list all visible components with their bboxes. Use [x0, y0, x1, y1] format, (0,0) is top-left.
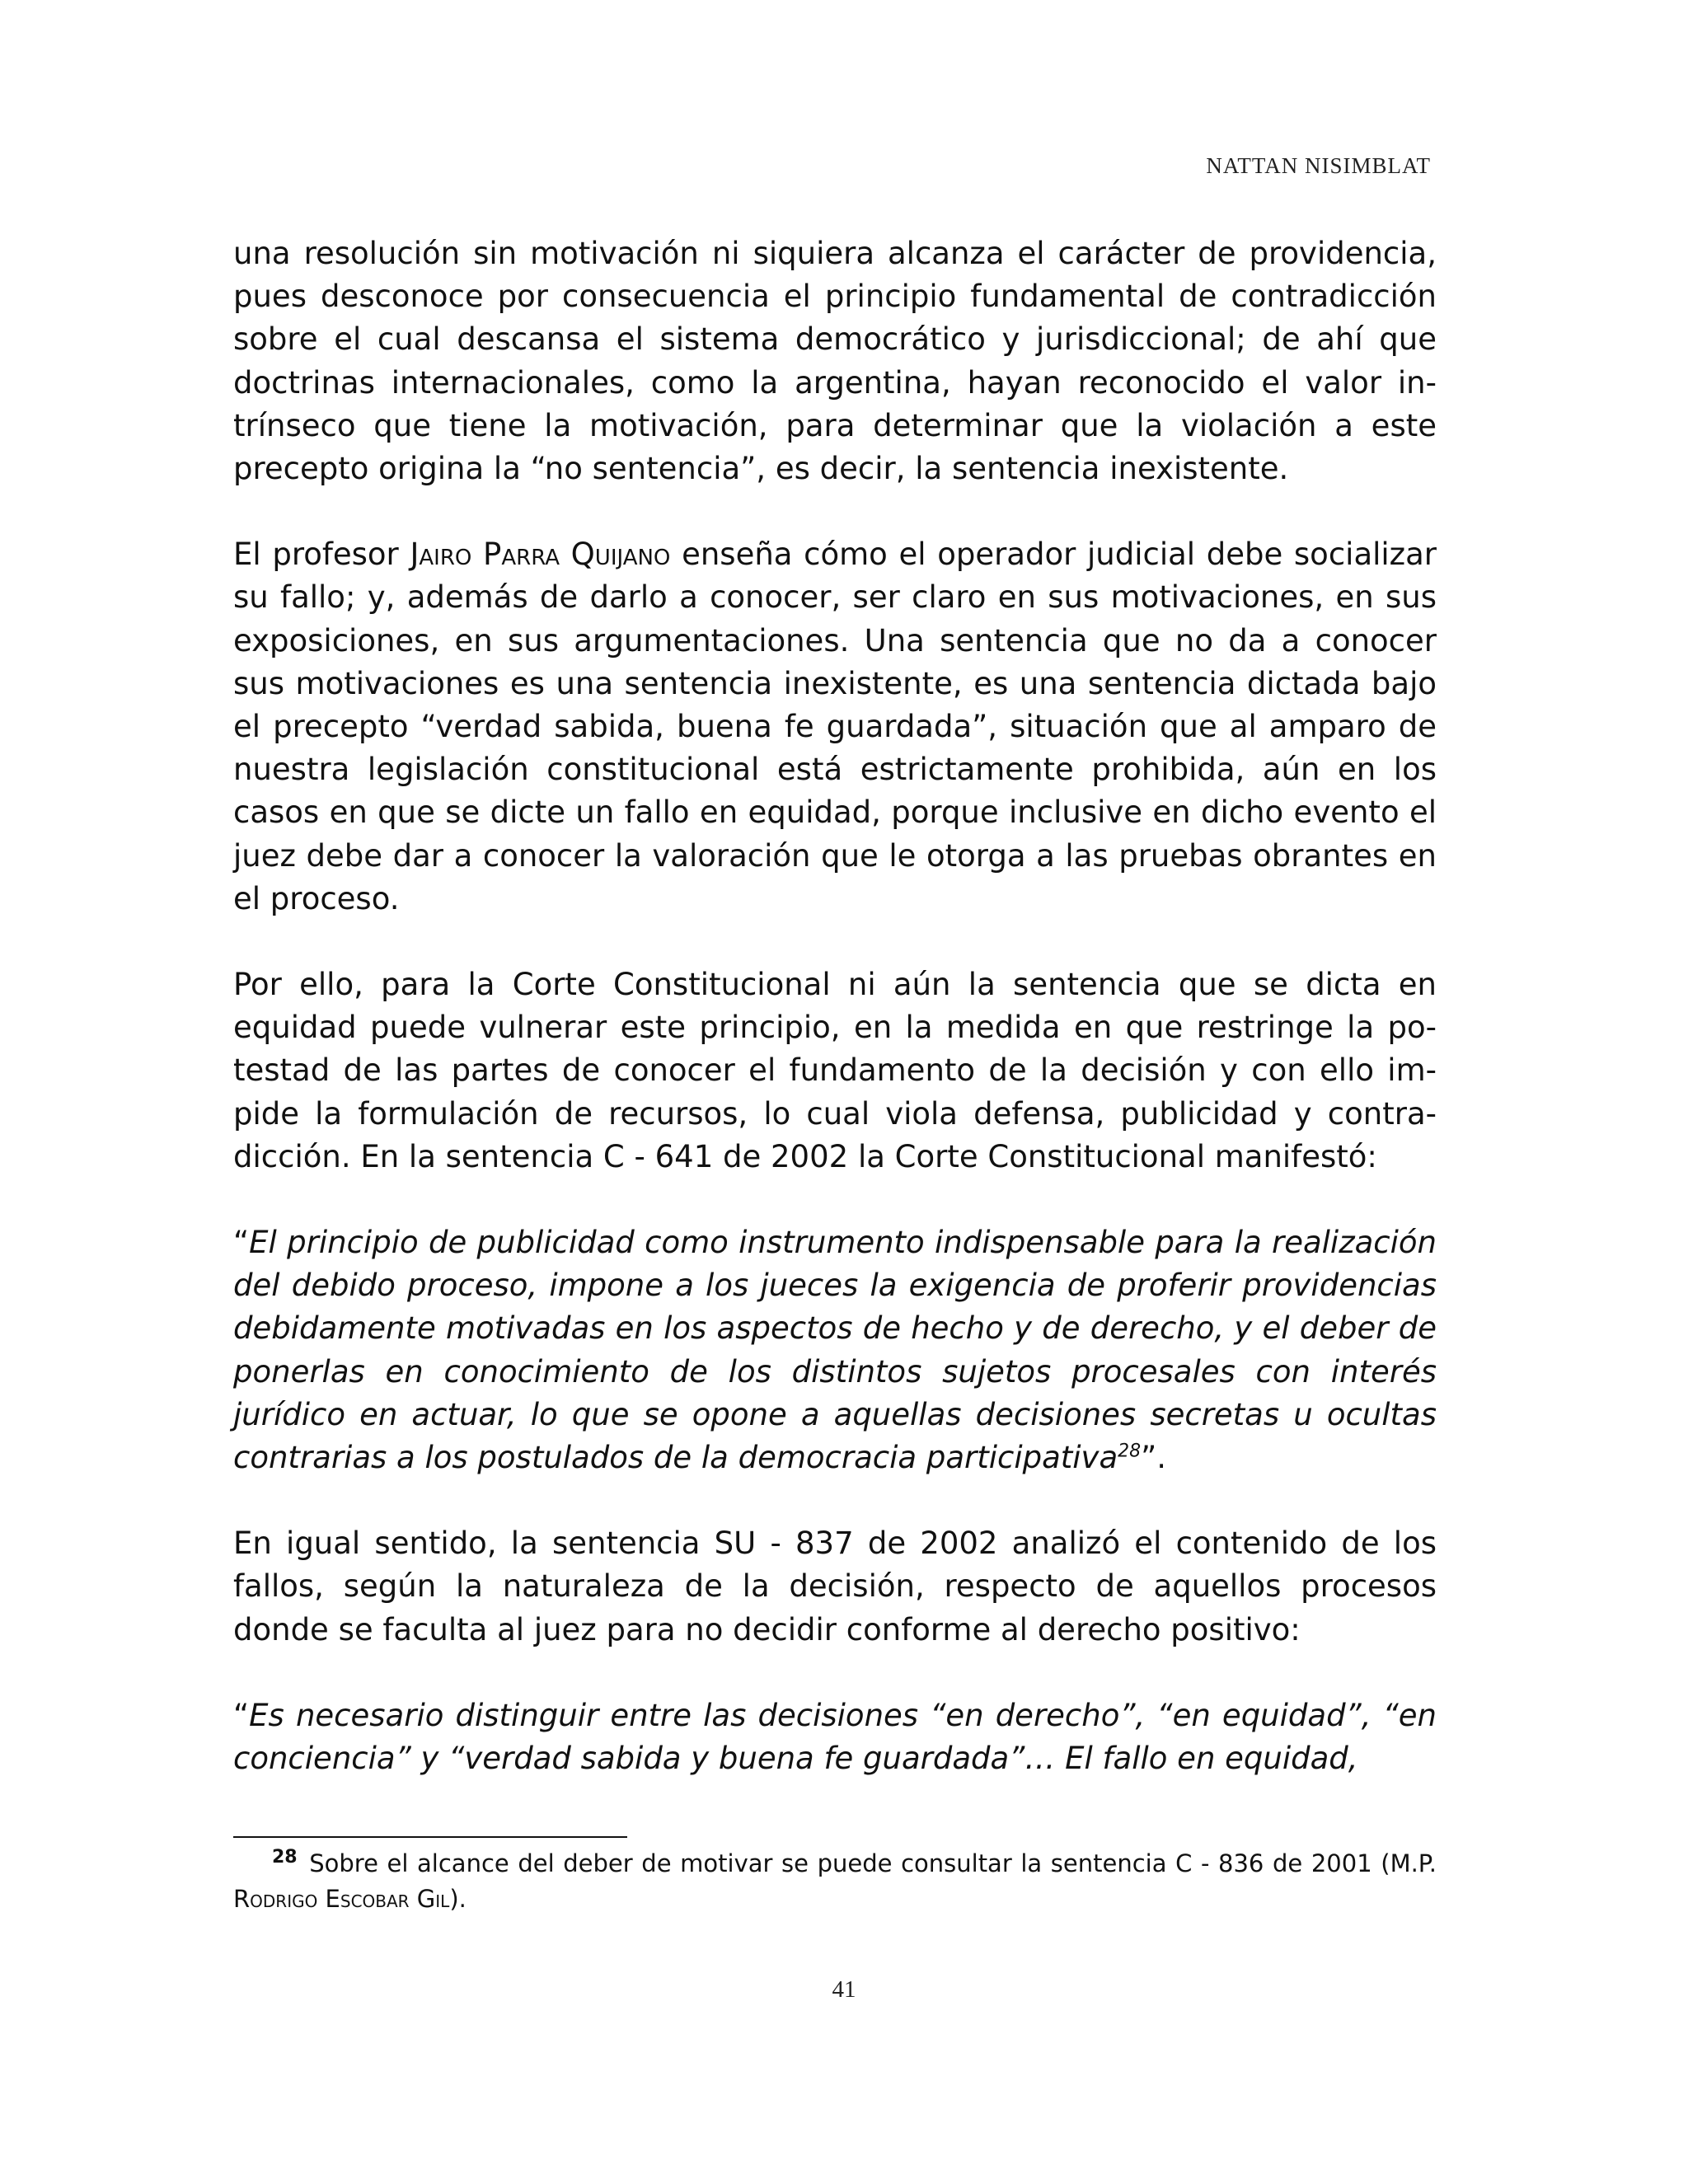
quote-open-mark-2: “	[233, 1697, 250, 1733]
body-text	[233, 232, 1437, 1823]
footnote-end: ).	[449, 1885, 467, 1913]
author-name-parra: Jairo Parra Quijano	[410, 537, 671, 573]
footnote-reference-28: 28	[1118, 1441, 1142, 1462]
quote-c641	[233, 1221, 1437, 1479]
paragraph-4: En igual sentido, la sentencia SU - 837 de 2002 analizó el contenido de los fallos, según la naturaleza de la decisión, respecto de aquellos procesos donde se faculta al juez para no decidir conforme al derecho positivo:	[233, 1526, 1437, 1647]
running-header: NATTAN NISIMBLAT	[1206, 153, 1431, 178]
paragraph-2-lead: El profesor	[233, 537, 410, 573]
paragraph-3: Por ello, para la Corte Constitucional ni aún la sentencia que se dicta en equidad puede vulnerar este principio, en la medida en que restringe la potestad de las partes de conocer el fundamento de la decisión y con ello impide la formulación de recursos, lo cual viola defensa, publicidad y contradicción. En la sentencia C - 641 de 2002 la Corte Constitucional manifestó:	[233, 967, 1437, 1174]
quote-su837	[233, 1694, 1437, 1780]
footnote-28	[233, 1846, 1437, 1917]
paragraph-2-body: enseña cómo el operador judicial debe socializar su fallo; y, además de darlo a conocer, ser claro en sus motivaciones, en sus exposiciones, en sus argumentaciones. Una sentencia que no da a conocer sus motivaciones es una sentencia inexistente, es una sentencia dictada bajo el precepto “verdad sabida, buena fe guardada”, situación que al amparo de nuestra legislación constitucional está estrictamente prohibida, aún en los casos en que se dicte un fallo en equidad, porque inclusive en dicho evento el juez debe dar a conocer la valoración que le otorga a las pruebas obrantes en el proceso.	[233, 537, 1437, 916]
page-number: 41	[832, 1976, 856, 2003]
quote-su837-text: Es necesario distinguir entre las decisiones “en derecho”, “en equidad”, “en conciencia” y “verdad sabida y buena fe guardada”… El fallo en equidad,	[233, 1697, 1437, 1777]
quote-open-mark: “	[233, 1225, 250, 1261]
footnote-separator	[233, 1836, 627, 1838]
paragraph-2	[233, 533, 1437, 921]
footnote-text: Sobre el alcance del deber de motivar se puede consultar la sentencia C - 836 de 2001 (M.P.	[300, 1849, 1437, 1877]
paragraph-1: una resolución sin motivación ni siquiera alcanza el carácter de providencia, pues desconoce por consecuencia el principio fundamental de contradicción sobre el cual descansa el sistema democrático y jurisdiccional; de ahí que doctrinas internacionales, como la argentina, hayan reconocido el valor intrínseco que tiene la motivación, para determinar que la violación a este precepto origina la “no sentencia”, es decir, la sentencia inexistente.	[233, 236, 1437, 487]
footnote-number: 28	[272, 1847, 298, 1868]
quote-c641-text: El principio de publicidad como instrumento indispensable para la realización del debido proceso, impone a los jueces la exigencia de proferir providencias debidamente motivadas en los aspectos de hecho y de derecho, y el deber de ponerlas en conocimiento de los distintos sujetos procesales con interés jurídico en actuar, lo que se opone a aquellas decisiones secretas u ocultas contrarias a los postulados de la democracia participativa	[233, 1225, 1437, 1476]
quote-close-mark: ”.	[1141, 1440, 1167, 1476]
footnote-magistrate-name: Rodrigo Escobar Gil	[233, 1885, 450, 1913]
